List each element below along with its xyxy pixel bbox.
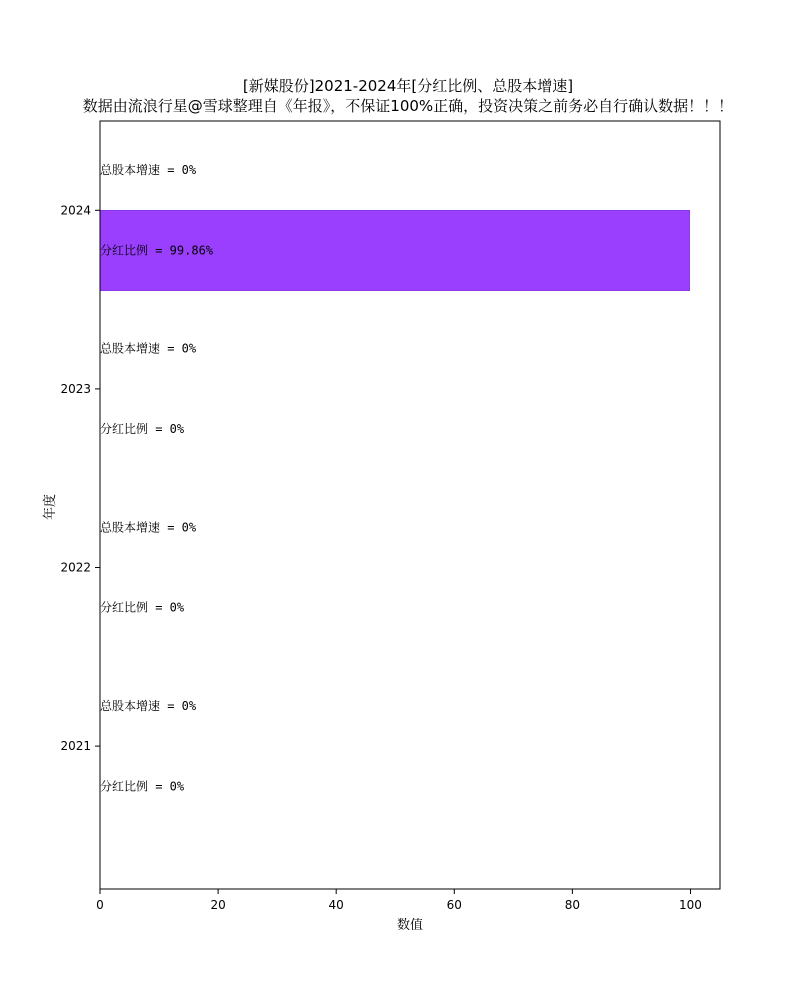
bar-data-label: 总股本增速 = 0% (100, 520, 197, 535)
bar-data-label: 总股本增速 = 0% (100, 163, 197, 178)
bar-data-label: 总股本增速 = 0% (100, 341, 197, 356)
bar-data-label: 总股本增速 = 0% (100, 698, 197, 713)
x-tick-label: 60 (446, 898, 462, 912)
x-axis-label: 数值 (396, 918, 424, 933)
x-tick-label: 100 (679, 898, 702, 912)
x-tick-label: 20 (210, 898, 226, 912)
y-tick-label: 2021 (60, 739, 91, 754)
chart-subtitle: 数据由流浪行星@雪球整理自《年报》，不保证100%正确，投资决策之前务必自行确认数据！！！ (82, 97, 734, 115)
x-tick-label: 0 (96, 898, 104, 912)
y-tick-label: 2023 (60, 381, 91, 396)
bar-data-label: 分红比例 = 0% (100, 779, 185, 794)
plot-area (60, 121, 720, 912)
y-tick-label: 2024 (60, 203, 91, 218)
y-axis-label: 年度 (43, 493, 58, 521)
x-tick-label: 40 (328, 898, 344, 912)
bar-data-label: 分红比例 = 0% (100, 600, 185, 615)
bar-data-label: 分红比例 = 99.86% (100, 243, 214, 258)
x-tick-label: 80 (564, 898, 581, 912)
y-tick-label: 2022 (60, 560, 91, 575)
chart-title: [新媒股份]2021-2024年[分红比例、总股本增速] (242, 77, 574, 95)
bar-data-label: 分红比例 = 0% (100, 422, 185, 437)
